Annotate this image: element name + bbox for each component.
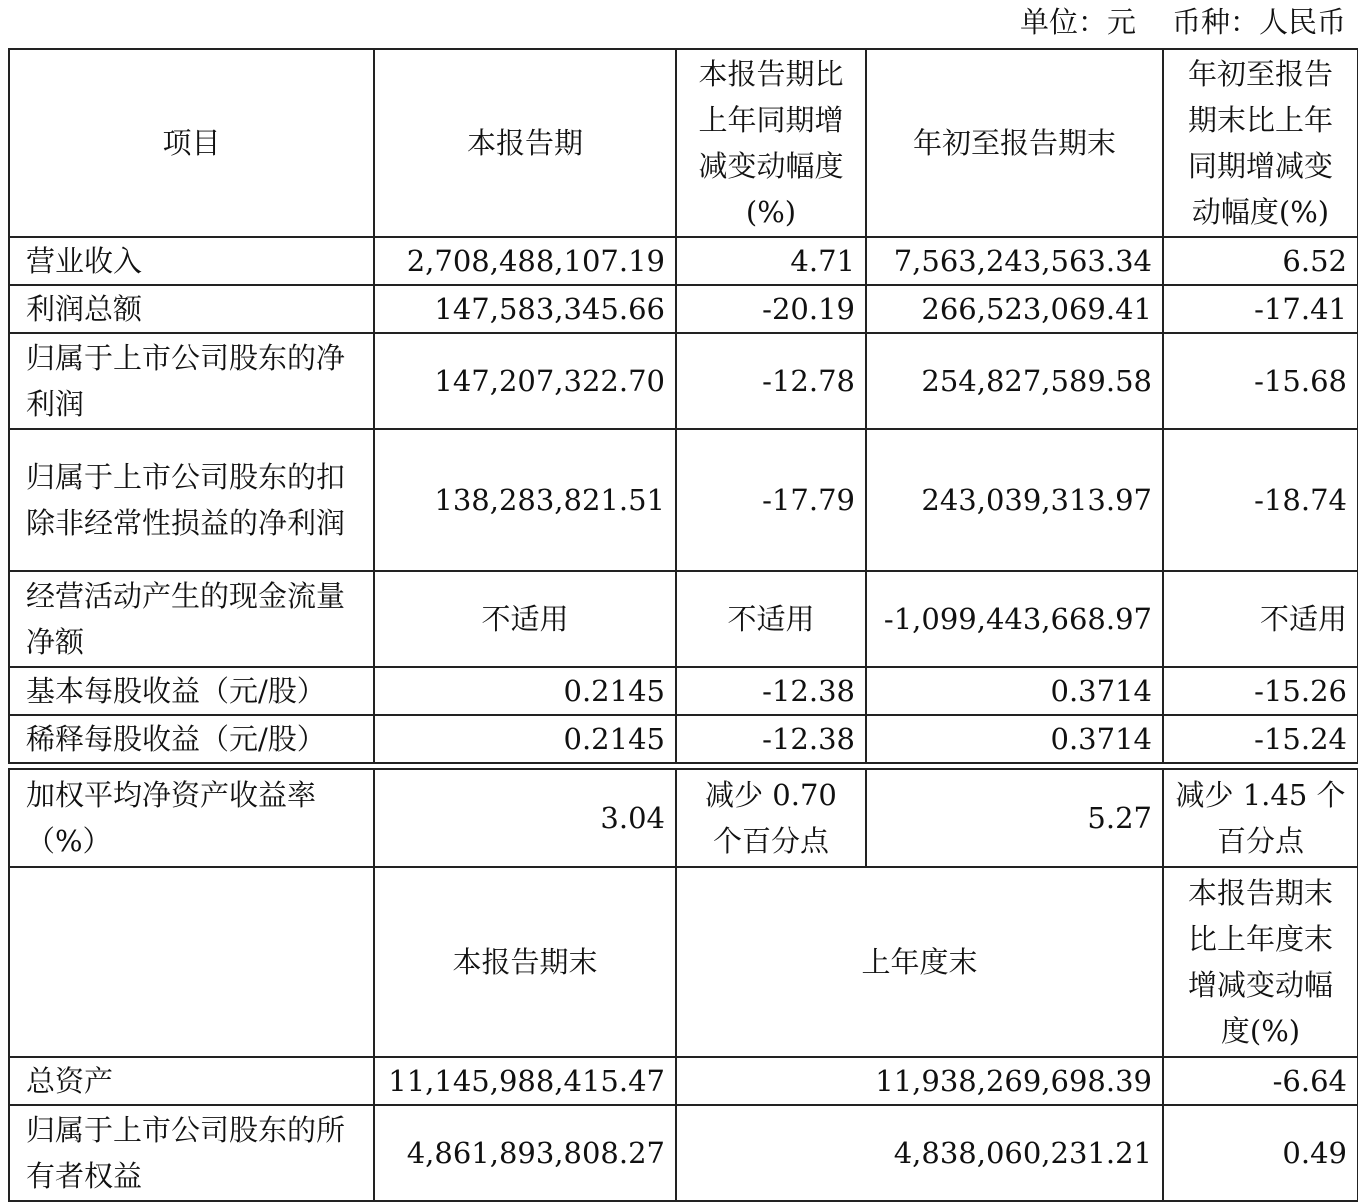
cell-current: 138,283,821.51: [374, 429, 676, 571]
cell-ytd: 0.3714: [866, 667, 1163, 715]
cell-ytd-change: -18.74: [1163, 429, 1358, 571]
cell-current-change: 减少 0.70 个百分点: [676, 769, 866, 867]
cell-ytd-change: -17.41: [1163, 285, 1358, 333]
cell-current-change: -12.38: [676, 667, 866, 715]
table-row: [9, 429, 1358, 571]
unit-currency-line: [1020, 2, 1346, 42]
cell-current-change: -17.79: [676, 429, 866, 571]
cell-ytd: 254,827,589.58: [866, 333, 1163, 429]
cell-ytd: 7,563,243,563.34: [866, 237, 1163, 285]
row-label: 加权平均净资产收益率（%）: [9, 769, 374, 867]
table-row: [9, 667, 1358, 715]
header-current: 本报告期: [374, 49, 676, 237]
cell-current-change: 4.71: [676, 237, 866, 285]
row-label: 归属于上市公司股东的扣除非经常性损益的净利润: [9, 429, 374, 571]
cell-ytd-change: 6.52: [1163, 237, 1358, 285]
cell-current-change: -12.78: [676, 333, 866, 429]
row-label: 归属于上市公司股东的所有者权益: [9, 1105, 374, 1201]
table-row: [9, 715, 1358, 763]
cell-ytd: 243,039,313.97: [866, 429, 1163, 571]
row-label: 总资产: [9, 1057, 374, 1105]
cell-ytd: 0.3714: [866, 715, 1163, 763]
cell-current-end: 4,861,893,808.27: [374, 1105, 676, 1201]
currency-label: 币种：人民币: [1171, 5, 1346, 39]
row-label: 基本每股收益（元/股）: [9, 667, 374, 715]
cell-ytd-change: -15.24: [1163, 715, 1358, 763]
cell-current: 147,583,345.66: [374, 285, 676, 333]
cell-ytd-change: 不适用: [1163, 571, 1358, 667]
cell-current-end: 11,145,988,415.47: [374, 1057, 676, 1105]
row-label: 营业收入: [9, 237, 374, 285]
table-header-row: [9, 49, 1358, 237]
table-header-row: [9, 867, 1358, 1057]
balance-data-table: [8, 768, 1358, 1202]
table-row-roe: [9, 769, 1358, 867]
header-ytd: 年初至报告期末: [866, 49, 1163, 237]
cell-ytd-change: 减少 1.45 个百分点: [1163, 769, 1358, 867]
unit-label: 单位：元: [1019, 5, 1136, 39]
row-label: 稀释每股收益（元/股）: [9, 715, 374, 763]
table-row: [9, 1057, 1358, 1105]
header-ytd-change: 年初至报告期末比上年同期增减变动幅度(%): [1163, 49, 1358, 237]
header-change: 本报告期末比上年度末增减变动幅度(%): [1163, 867, 1358, 1057]
financial-data-table: [8, 48, 1358, 764]
cell-ytd: -1,099,443,668.97: [866, 571, 1163, 667]
header-prior-year-end: 上年度末: [676, 867, 1163, 1057]
table-row: [9, 571, 1358, 667]
cell-current-change: -12.38: [676, 715, 866, 763]
cell-current: 3.04: [374, 769, 676, 867]
header-item: 项目: [9, 49, 374, 237]
cell-ytd: 266,523,069.41: [866, 285, 1163, 333]
cell-prior-year-end: 4,838,060,231.21: [676, 1105, 1163, 1201]
cell-current: 0.2145: [374, 715, 676, 763]
cell-current-change: -20.19: [676, 285, 866, 333]
cell-current: 147,207,322.70: [374, 333, 676, 429]
table-row: [9, 237, 1358, 285]
header-item-empty: [9, 867, 374, 1057]
cell-ytd: 5.27: [866, 769, 1163, 867]
cell-current: 0.2145: [374, 667, 676, 715]
row-label: 归属于上市公司股东的净利润: [9, 333, 374, 429]
cell-prior-year-end: 11,938,269,698.39: [676, 1057, 1163, 1105]
table-row: [9, 285, 1358, 333]
table-row: [9, 1105, 1358, 1201]
row-label: 利润总额: [9, 285, 374, 333]
header-current-change: 本报告期比上年同期增减变动幅度(%): [676, 49, 866, 237]
cell-current-change: 不适用: [676, 571, 866, 667]
cell-ytd-change: -15.26: [1163, 667, 1358, 715]
cell-change: 0.49: [1163, 1105, 1358, 1201]
cell-change: -6.64: [1163, 1057, 1358, 1105]
cell-current: 2,708,488,107.19: [374, 237, 676, 285]
header-current-end: 本报告期末: [374, 867, 676, 1057]
cell-ytd-change: -15.68: [1163, 333, 1358, 429]
cell-current: 不适用: [374, 571, 676, 667]
row-label: 经营活动产生的现金流量净额: [9, 571, 374, 667]
table-row: [9, 333, 1358, 429]
